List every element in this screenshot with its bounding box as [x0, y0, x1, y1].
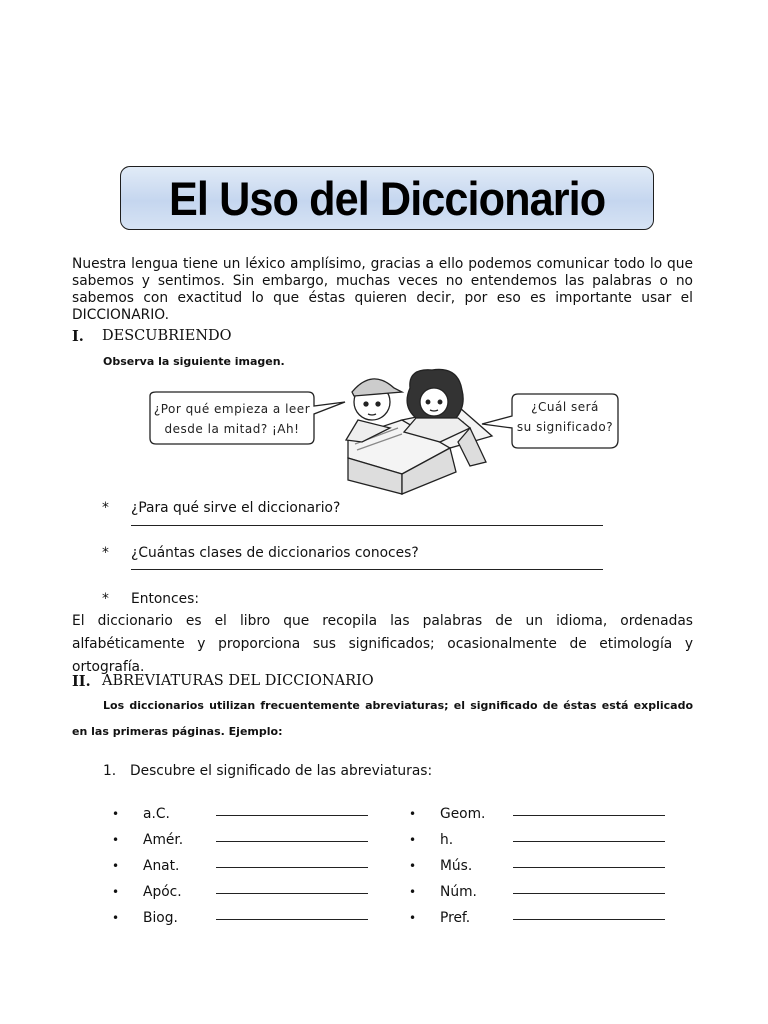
abbr-label: a.C. [143, 806, 170, 822]
definition-paragraph: El diccionario es el libro que recopila las palabras de un idioma, ordenadas alfabéticamente y proporciona sus significados; ocasionalmente de etimología y ortografía. [72, 613, 693, 675]
abbr-item [112, 805, 368, 831]
abbr-label: h. [440, 832, 454, 848]
title-banner [120, 166, 654, 230]
section-1-number: I. [72, 328, 84, 345]
image-instruction: Observa la siguiente imagen. [103, 355, 285, 368]
bullet-icon: • [409, 859, 417, 873]
left-bubble-line-1: ¿Por qué empieza a leer [153, 402, 311, 416]
abbr-label: Pref. [440, 910, 471, 926]
abbr-item [409, 883, 665, 909]
abbr-label: Núm. [440, 884, 477, 900]
question-2-marker: * [102, 545, 109, 561]
section-1-heading [72, 328, 232, 345]
right-bubble-text [512, 397, 618, 437]
answer-line-2[interactable] [131, 569, 603, 570]
question-1-text: ¿Para qué sirve el diccionario? [131, 500, 341, 516]
abbr-item [112, 909, 368, 935]
right-bubble-line-1: ¿Cuál será [531, 400, 599, 414]
question-2-text: ¿Cuántas clases de diccionarios conoces? [131, 545, 419, 561]
bullet-icon: • [112, 885, 120, 899]
bullet-icon: • [409, 807, 417, 821]
bullet-icon: • [112, 833, 120, 847]
bullet-icon: • [112, 911, 120, 925]
left-bubble-text [150, 399, 314, 439]
abbr-item [112, 883, 368, 909]
bullet-icon: • [112, 807, 120, 821]
abbr-answer-blank[interactable] [513, 907, 665, 920]
abbr-label: Anat. [143, 858, 180, 874]
bullet-icon: • [112, 859, 120, 873]
abbr-item [409, 857, 665, 883]
abbr-item [409, 909, 665, 935]
intro-paragraph: Nuestra lengua tiene un léxico amplísimo, gracias a ello podemos comunicar todo lo que sabemos y sentimos. Sin embargo, muchas veces no entendemos las palabras o no sabemos con exactitud lo que éstas quieren decir, por eso es importante usar el DICCIONARIO. [72, 256, 693, 323]
abbr-answer-blank[interactable] [216, 907, 368, 920]
abbr-label: Apóc. [143, 884, 182, 900]
bullet-icon: • [409, 833, 417, 847]
question-1 [102, 500, 340, 516]
question-2 [102, 545, 419, 561]
abbr-item [112, 831, 368, 857]
abbreviations-left-column [112, 805, 368, 935]
abbr-answer-blank[interactable] [216, 881, 368, 894]
abbr-answer-blank[interactable] [216, 829, 368, 842]
abbr-answer-blank[interactable] [513, 881, 665, 894]
question-3 [102, 591, 199, 607]
bullet-icon: • [409, 885, 417, 899]
abbr-item [409, 805, 665, 831]
abbr-label: Mús. [440, 858, 473, 874]
abbr-item [112, 857, 368, 883]
answer-line-1[interactable] [131, 525, 603, 526]
abbr-answer-blank[interactable] [513, 855, 665, 868]
left-bubble-line-2: desde la mitad? ¡Ah! [164, 422, 300, 436]
exercise-1-text: Descubre el significado de las abreviaturas: [130, 763, 433, 779]
abbr-label: Amér. [143, 832, 184, 848]
question-1-marker: * [102, 500, 109, 516]
section-1-title: DESCUBRIENDO [102, 328, 232, 344]
section-2-number: II. [72, 673, 91, 690]
section-2-title: ABREVIATURAS DEL DICCIONARIO [102, 673, 374, 689]
exercise-1-number: 1. [103, 763, 117, 779]
abbr-answer-blank[interactable] [216, 803, 368, 816]
abbr-label: Geom. [440, 806, 486, 822]
exercise-1 [103, 763, 432, 779]
section-2-heading [72, 673, 374, 690]
abbreviations-right-column [409, 805, 665, 935]
abbr-label: Biog. [143, 910, 178, 926]
abbreviations-paragraph: Los diccionarios utilizan frecuentemente abreviaturas; el significado de éstas está explicado en las primeras páginas. Ejemplo: [72, 699, 693, 738]
question-3-marker: * [102, 591, 109, 607]
question-3-text: Entonces: [131, 591, 199, 607]
bullet-icon: • [409, 911, 417, 925]
abbr-answer-blank[interactable] [513, 803, 665, 816]
page-title: El Uso del Diccionario [168, 171, 606, 225]
abbr-answer-blank[interactable] [513, 829, 665, 842]
right-bubble-line-2: su significado? [516, 420, 614, 434]
abbr-item [409, 831, 665, 857]
abbr-answer-blank[interactable] [216, 855, 368, 868]
